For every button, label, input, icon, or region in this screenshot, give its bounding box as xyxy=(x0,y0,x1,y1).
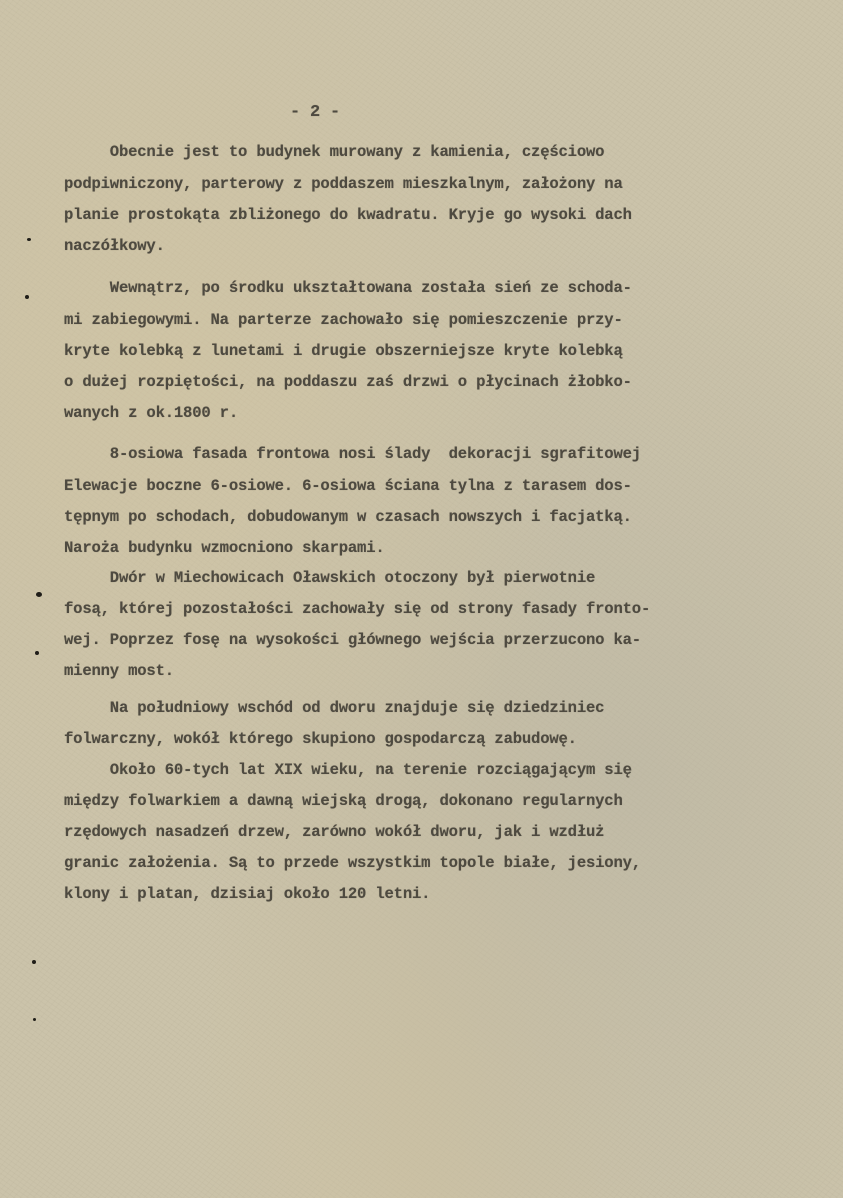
paragraph-2-line-3: kryte kolebką z lunetami i drugie obszerniejsze kryte kolebką xyxy=(64,342,623,360)
paragraph-6-line-1: Około 60-tych lat XIX wieku, na terenie rozciągającym się xyxy=(64,761,632,779)
paragraph-1-line-2: podpiwniczony, parterowy z poddaszem mieszkalnym, założony na xyxy=(64,175,623,193)
paper-speck xyxy=(32,960,36,964)
paragraph-1-line-3: planie prostokąta zbliżonego do kwadratu. Kryje go wysoki dach xyxy=(64,206,632,224)
paragraph-4-line-4: mienny most. xyxy=(64,662,174,680)
paper-speck xyxy=(36,592,42,597)
paragraph-2-line-4: o dużej rozpiętości, na poddaszu zaś drzwi o płycinach żłobko- xyxy=(64,373,632,391)
paragraph-2-line-2: mi zabiegowymi. Na parterze zachowało się pomieszczenie przy- xyxy=(64,311,623,329)
paragraph-5-line-2: folwarczny, wokół którego skupiono gospodarczą zabudowę. xyxy=(64,730,577,748)
paper-speck xyxy=(27,238,31,241)
paragraph-6-line-2: między folwarkiem a dawną wiejską drogą, dokonano regularnych xyxy=(64,792,623,810)
paragraph-2-line-5: wanych z ok.1800 r. xyxy=(64,404,238,422)
paragraph-5-line-1: Na południowy wschód od dworu znajduje się dziedziniec xyxy=(64,699,605,717)
paragraph-3-line-1: 8-osiowa fasada frontowa nosi ślady dekoracji sgrafitowej xyxy=(64,445,641,463)
paper-speck xyxy=(33,1018,36,1021)
paragraph-6-line-4: granic założenia. Są to przede wszystkim topole białe, jesiony, xyxy=(64,854,641,872)
paragraph-4-line-2: fosą, której pozostałości zachowały się od strony fasady fronto- xyxy=(64,600,651,618)
paragraph-2-line-1: Wewnątrz, po środku ukształtowana została sień ze schoda- xyxy=(64,279,632,297)
paragraph-3-line-3: tępnym po schodach, dobudowanym w czasach nowszych i facjatką. xyxy=(64,508,632,526)
paragraph-4-line-3: wej. Poprzez fosę na wysokości głównego wejścia przerzucono ka- xyxy=(64,631,641,649)
paper-speck xyxy=(25,295,29,299)
paragraph-1-line-4: naczółkowy. xyxy=(64,237,165,255)
page-number: - 2 - xyxy=(290,103,341,122)
paper-speck xyxy=(35,651,39,655)
paragraph-6-line-3: rzędowych nasadzeń drzew, zarówno wokół dworu, jak i wzdłuż xyxy=(64,823,605,841)
paragraph-3-line-2: Elewacje boczne 6-osiowe. 6-osiowa ściana tylna z tarasem dos- xyxy=(64,477,632,495)
paragraph-4-line-1: Dwór w Miechowicach Oławskich otoczony był pierwotnie xyxy=(64,569,596,587)
paragraph-6-line-5: klony i platan, dzisiaj około 120 letni. xyxy=(64,885,431,903)
paragraph-3-line-4: Naroża budynku wzmocniono skarpami. xyxy=(64,539,385,557)
paragraph-1-line-1: Obecnie jest to budynek murowany z kamienia, częściowo xyxy=(64,143,605,161)
